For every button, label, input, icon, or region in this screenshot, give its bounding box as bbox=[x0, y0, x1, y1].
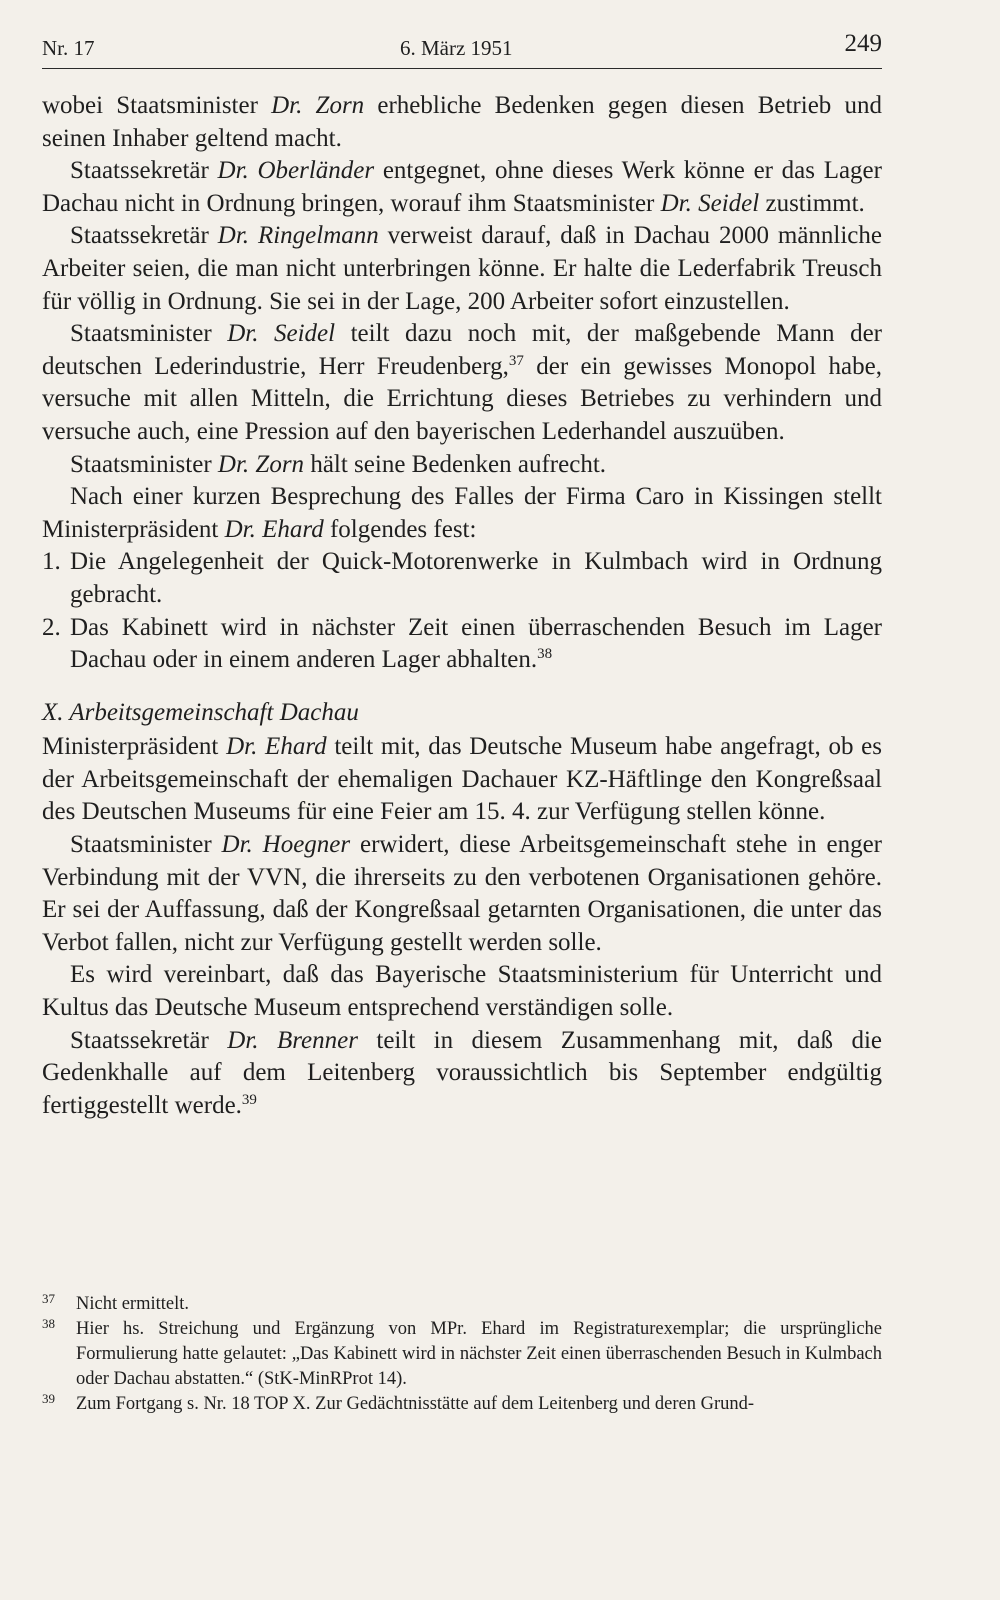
running-header bbox=[42, 30, 882, 69]
speaker-name: Dr. Ehard bbox=[226, 733, 327, 761]
paragraph-5: Staatsminister Dr. Zorn hält seine Bedenken aufrecht. bbox=[70, 450, 607, 478]
paragraph-8: Staatsminister Dr. Hoegner erwidert, diese Arbeitsgemeinschaft stehe in enger Verbindung mit der VVN, die ihrerseits zu den verbotenen Organisationen gehöre. Er sei der Auffassung, daß der Kongreßsaal getarnten Organisationen, die unter das Verbot fallen, nicht zur Verfügung gestellt werden solle. bbox=[42, 831, 882, 956]
footnote-text: Nicht ermittelt. bbox=[76, 1294, 190, 1314]
footnote-ref: 38 bbox=[537, 646, 553, 663]
page-number: 249 bbox=[844, 30, 882, 57]
speaker-name: Dr. Zorn bbox=[217, 450, 305, 478]
session-date: 6. März 1951 bbox=[400, 36, 513, 60]
speaker-name: Dr. Zorn bbox=[271, 92, 365, 119]
paragraph-2: Staatssekretär Dr. Oberländer entgegnet, ohne dieses Werk könne er das Lager Dachau nicht in Ordnung bringen, worauf ihm Staatsminister Dr. Seidel zustimmt. bbox=[42, 157, 882, 217]
speaker-name: Dr. Ehard bbox=[224, 515, 324, 543]
section-heading: X. Arbeitsgemeinschaft Dachau bbox=[42, 698, 359, 726]
paragraph-6: Nach einer kurzen Besprechung des Falles der Firma Caro in Kissingen stellt Ministerpräsident Dr. Ehard folgendes fest: bbox=[42, 483, 882, 543]
speaker-name: Dr. Seidel bbox=[227, 320, 336, 348]
paragraph-7: Ministerpräsident Dr. Ehard teilt mit, das Deutsche Museum habe angefragt, ob es der Arbeitsgemeinschaft der ehemaligen Dachauer KZ-Häftlinge den Kongreßsaal des Deutschen Museums für eine Feier am 15. 4. zur Verfügung stellen könne. bbox=[42, 733, 882, 826]
paragraph-9: Es wird vereinbart, daß das Bayerische Staatsministerium für Unterricht und Kultus das Deutsche Museum entsprechend verständigen solle. bbox=[42, 961, 882, 1022]
footnotes bbox=[42, 1292, 882, 1417]
footnote-text: Hier hs. Streichung und Ergänzung von MPr. Ehard im Registraturexemplar; die ursprüngliche Formulierung hatte gelautet: „Das Kabinett wird in nächster Zeit einen überraschenden Besuch in Kulmbach oder Dachau abstatten.“ (StK-MinRProt 14). bbox=[76, 1319, 882, 1389]
speaker-name: Dr. Seidel bbox=[660, 189, 760, 217]
footnote-number: 38 bbox=[42, 1316, 55, 1331]
paragraph-4: Staatsminister Dr. Seidel teilt dazu noch mit, der maßgebende Mann der deutschen Lederindustrie, Herr Freudenberg,$^{37}$ der ein gewisses Monopol habe, versuche mit allen Mitteln, die Errichtung dieses Betriebes zu verhindern und versuche auch, eine Pression auf den bayerischen Lederhandel auszuüben. bbox=[42, 320, 882, 445]
main-text bbox=[42, 90, 882, 1122]
paragraph-3: Staatssekretär Dr. Ringelmann verweist darauf, daß in Dachau 2000 männliche Arbeiter seien, die man nicht unterbringen könne. Er halte die Lederfabrik Treusch für völlig in Ordnung. Sie sei in der Lage, 200 Arbeiter sofort einzustellen. bbox=[42, 222, 883, 315]
footnote-ref: 39 bbox=[241, 1091, 257, 1108]
document-number: Nr. 17 bbox=[42, 36, 95, 60]
list-number: 1. bbox=[42, 548, 61, 576]
paragraph-10: Staatssekretär Dr. Brenner teilt in diesem Zusammenhang mit, daß die Gedenkhalle auf dem Leitenberg voraussichtlich bis September endgültig fertiggestellt werde.$^{39}$ bbox=[42, 1026, 882, 1119]
footnote bbox=[42, 1392, 882, 1417]
list-text: Die Angelegenheit der Quick-Motorenwerke in Kulmbach wird in Ordnung gebracht. bbox=[70, 548, 882, 608]
paragraph-1: wobei Staatsminister Dr. Zorn erhebliche Bedenken gegen diesen Betrieb und seinen Inhaber geltend macht. bbox=[42, 92, 882, 152]
footnote bbox=[42, 1292, 882, 1317]
speaker-name: Dr. Hoegner bbox=[221, 831, 351, 859]
list-item bbox=[42, 612, 882, 677]
speaker-name: Dr. Ringelmann bbox=[217, 222, 379, 250]
footnote-ref: 37 bbox=[508, 352, 524, 369]
list-number: 2. bbox=[42, 613, 61, 641]
speaker-name: Dr. Brenner bbox=[227, 1026, 358, 1054]
speaker-name: Dr. Oberländer bbox=[217, 157, 375, 185]
list-item bbox=[42, 546, 882, 611]
footnote bbox=[42, 1317, 882, 1392]
footnote-number: 39 bbox=[42, 1391, 55, 1406]
list-text: Das Kabinett wird in nächster Zeit einen überraschenden Besuch im Lager Dachau oder in einem anderen Lager abhalten.$^{38}$ bbox=[70, 613, 882, 674]
footnote-number: 37 bbox=[42, 1291, 55, 1306]
footnote-text: Zum Fortgang s. Nr. 18 TOP X. Zur Gedächtnisstätte auf dem Leitenberg und deren Grund- bbox=[76, 1394, 755, 1414]
